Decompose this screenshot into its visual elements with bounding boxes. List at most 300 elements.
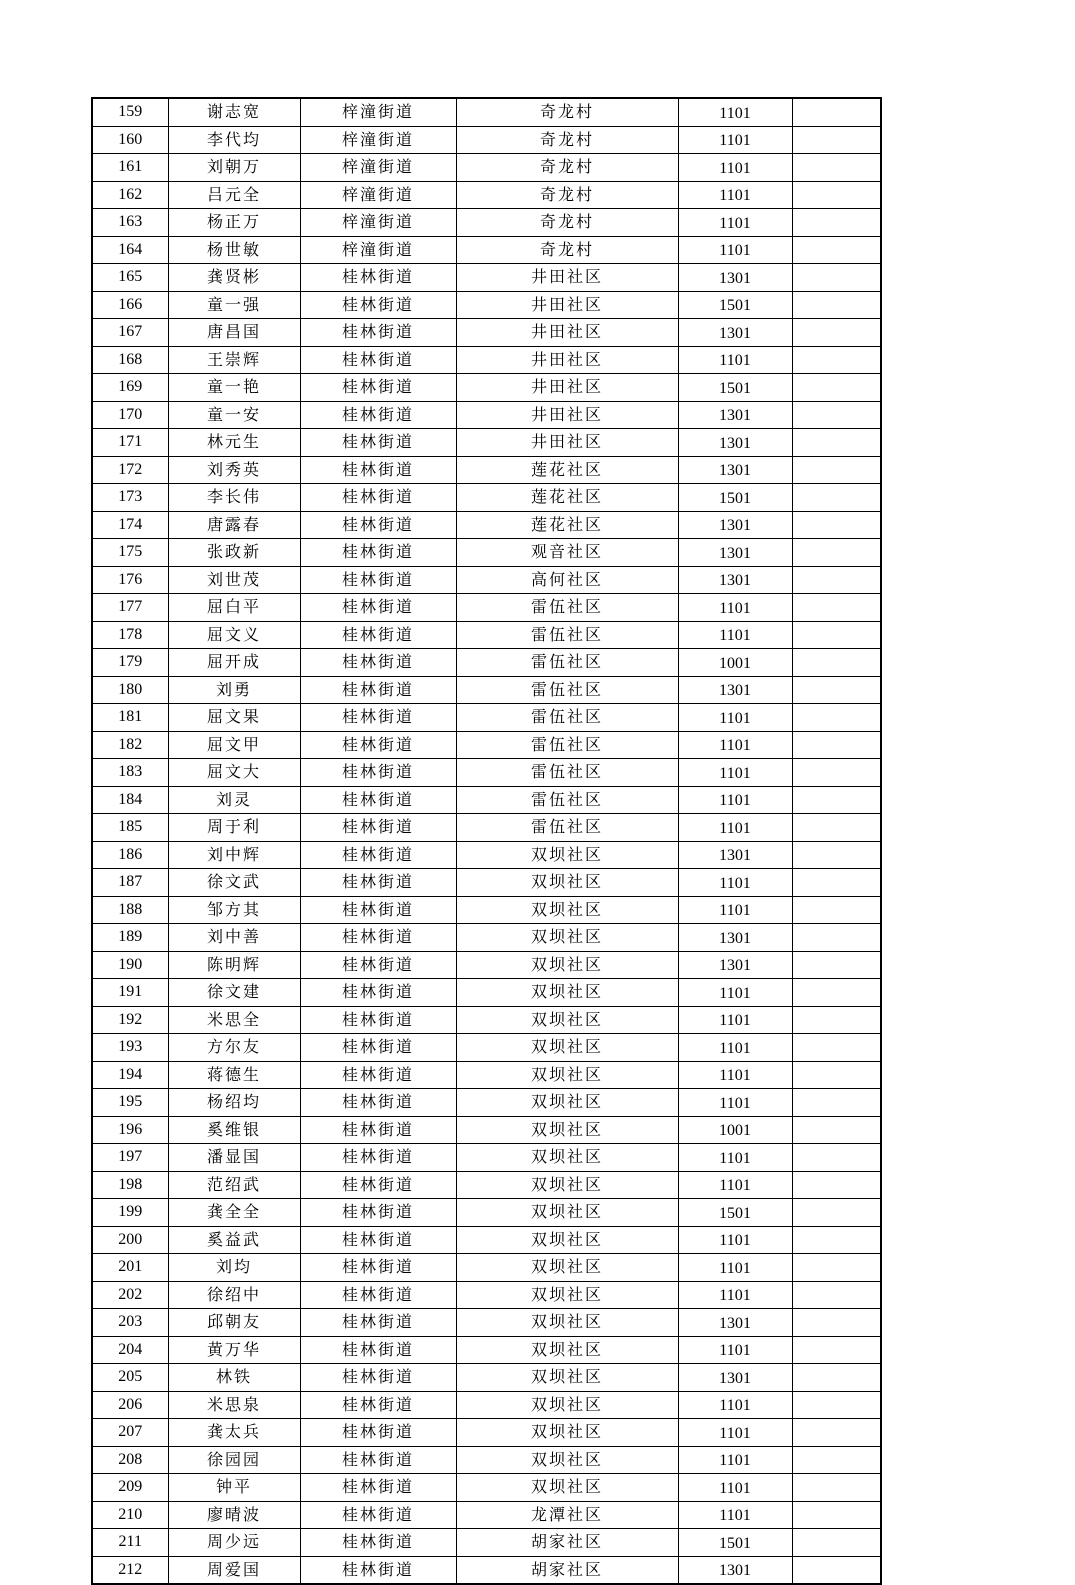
subdistrict-cell: 桂林街道 [300,676,456,704]
code-cell: 1101 [678,1474,792,1502]
serial-number-cell: 167 [92,319,168,347]
remark-cell [792,1144,881,1172]
code-cell: 1101 [678,731,792,759]
name-cell: 童一艳 [168,374,300,402]
code-cell: 1101 [678,1281,792,1309]
community-cell: 雷伍社区 [456,786,678,814]
serial-number-cell: 195 [92,1089,168,1117]
remark-cell [792,951,881,979]
serial-number-cell: 210 [92,1501,168,1529]
serial-number-cell: 160 [92,126,168,154]
serial-number-cell: 192 [92,1006,168,1034]
subdistrict-cell: 桂林街道 [300,346,456,374]
serial-number-cell: 183 [92,759,168,787]
name-cell: 唐露春 [168,511,300,539]
subdistrict-cell: 桂林街道 [300,896,456,924]
remark-cell [792,126,881,154]
community-cell: 莲花社区 [456,484,678,512]
table-row [92,841,881,869]
table-row [92,539,881,567]
serial-number-cell: 211 [92,1529,168,1557]
community-cell: 奇龙村 [456,126,678,154]
table-row [92,456,881,484]
subdistrict-cell: 桂林街道 [300,1061,456,1089]
community-cell: 双坝社区 [456,1089,678,1117]
community-cell: 双坝社区 [456,1254,678,1282]
community-cell: 双坝社区 [456,1391,678,1419]
serial-number-cell: 206 [92,1391,168,1419]
name-cell: 米思泉 [168,1391,300,1419]
table-row [92,1089,881,1117]
roster-body [92,98,881,1584]
community-cell: 井田社区 [456,374,678,402]
subdistrict-cell: 桂林街道 [300,566,456,594]
table-row [92,1501,881,1529]
name-cell: 潘显国 [168,1144,300,1172]
name-cell: 林铁 [168,1364,300,1392]
serial-number-cell: 182 [92,731,168,759]
community-cell: 双坝社区 [456,1199,678,1227]
serial-number-cell: 191 [92,979,168,1007]
subdistrict-cell: 桂林街道 [300,1116,456,1144]
remark-cell [792,1501,881,1529]
table-row [92,566,881,594]
code-cell: 1101 [678,1419,792,1447]
remark-cell [792,786,881,814]
table-row [92,511,881,539]
community-cell: 双坝社区 [456,1226,678,1254]
table-row [92,924,881,952]
subdistrict-cell: 桂林街道 [300,319,456,347]
code-cell: 1501 [678,374,792,402]
community-cell: 双坝社区 [456,1281,678,1309]
name-cell: 杨世敏 [168,236,300,264]
name-cell: 周爱国 [168,1556,300,1584]
serial-number-cell: 201 [92,1254,168,1282]
name-cell: 钟平 [168,1474,300,1502]
remark-cell [792,731,881,759]
subdistrict-cell: 桂林街道 [300,704,456,732]
subdistrict-cell: 桂林街道 [300,814,456,842]
name-cell: 龚全全 [168,1199,300,1227]
code-cell: 1101 [678,896,792,924]
code-cell: 1301 [678,1309,792,1337]
table-row [92,951,881,979]
serial-number-cell: 164 [92,236,168,264]
table-row [92,869,881,897]
serial-number-cell: 176 [92,566,168,594]
table-row [92,1446,881,1474]
code-cell: 1101 [678,1089,792,1117]
remark-cell [792,841,881,869]
subdistrict-cell: 桂林街道 [300,1474,456,1502]
name-cell: 屈文义 [168,621,300,649]
code-cell: 1301 [678,456,792,484]
subdistrict-cell: 桂林街道 [300,456,456,484]
name-cell: 奚益武 [168,1226,300,1254]
serial-number-cell: 185 [92,814,168,842]
name-cell: 龚太兵 [168,1419,300,1447]
subdistrict-cell: 桂林街道 [300,401,456,429]
serial-number-cell: 165 [92,264,168,292]
name-cell: 蒋德生 [168,1061,300,1089]
subdistrict-cell: 桂林街道 [300,1281,456,1309]
serial-number-cell: 212 [92,1556,168,1584]
code-cell: 1501 [678,1529,792,1557]
remark-cell [792,814,881,842]
subdistrict-cell: 桂林街道 [300,951,456,979]
subdistrict-cell: 桂林街道 [300,1419,456,1447]
remark-cell [792,1281,881,1309]
name-cell: 李长伟 [168,484,300,512]
community-cell: 双坝社区 [456,896,678,924]
remark-cell [792,346,881,374]
serial-number-cell: 166 [92,291,168,319]
code-cell: 1101 [678,759,792,787]
table-row [92,154,881,182]
table-row [92,786,881,814]
table-row [92,1474,881,1502]
serial-number-cell: 178 [92,621,168,649]
code-cell: 1101 [678,1336,792,1364]
serial-number-cell: 175 [92,539,168,567]
subdistrict-cell: 桂林街道 [300,1556,456,1584]
subdistrict-cell: 桂林街道 [300,1529,456,1557]
community-cell: 雷伍社区 [456,759,678,787]
community-cell: 井田社区 [456,401,678,429]
name-cell: 屈文大 [168,759,300,787]
name-cell: 杨绍均 [168,1089,300,1117]
table-row [92,621,881,649]
subdistrict-cell: 桂林街道 [300,374,456,402]
remark-cell [792,1391,881,1419]
table-row [92,1171,881,1199]
remark-cell [792,1061,881,1089]
code-cell: 1101 [678,704,792,732]
code-cell: 1101 [678,154,792,182]
community-cell: 胡家社区 [456,1529,678,1557]
subdistrict-cell: 桂林街道 [300,1006,456,1034]
table-row [92,1116,881,1144]
subdistrict-cell: 桂林街道 [300,621,456,649]
remark-cell [792,1474,881,1502]
subdistrict-cell: 桂林街道 [300,594,456,622]
serial-number-cell: 168 [92,346,168,374]
roster-table [91,97,882,1585]
serial-number-cell: 170 [92,401,168,429]
serial-number-cell: 188 [92,896,168,924]
name-cell: 屈白平 [168,594,300,622]
community-cell: 莲花社区 [456,456,678,484]
community-cell: 井田社区 [456,291,678,319]
community-cell: 雷伍社区 [456,649,678,677]
table-row [92,1419,881,1447]
remark-cell [792,98,881,126]
subdistrict-cell: 桂林街道 [300,1089,456,1117]
subdistrict-cell: 桂林街道 [300,731,456,759]
serial-number-cell: 194 [92,1061,168,1089]
name-cell: 方尔友 [168,1034,300,1062]
community-cell: 雷伍社区 [456,814,678,842]
subdistrict-cell: 桂林街道 [300,1364,456,1392]
remark-cell [792,1034,881,1062]
code-cell: 1301 [678,676,792,704]
community-cell: 雷伍社区 [456,594,678,622]
name-cell: 奚维银 [168,1116,300,1144]
remark-cell [792,869,881,897]
code-cell: 1501 [678,484,792,512]
remark-cell [792,511,881,539]
code-cell: 1101 [678,98,792,126]
subdistrict-cell: 桂林街道 [300,1226,456,1254]
code-cell: 1101 [678,594,792,622]
code-cell: 1301 [678,264,792,292]
name-cell: 徐文建 [168,979,300,1007]
community-cell: 奇龙村 [456,98,678,126]
remark-cell [792,456,881,484]
community-cell: 双坝社区 [456,1364,678,1392]
table-row [92,429,881,457]
serial-number-cell: 180 [92,676,168,704]
community-cell: 双坝社区 [456,1419,678,1447]
serial-number-cell: 177 [92,594,168,622]
community-cell: 高何社区 [456,566,678,594]
serial-number-cell: 199 [92,1199,168,1227]
name-cell: 童一安 [168,401,300,429]
table-row [92,236,881,264]
name-cell: 徐文武 [168,869,300,897]
serial-number-cell: 190 [92,951,168,979]
community-cell: 双坝社区 [456,1171,678,1199]
name-cell: 周少远 [168,1529,300,1557]
name-cell: 刘勇 [168,676,300,704]
name-cell: 范绍武 [168,1171,300,1199]
name-cell: 吕元全 [168,181,300,209]
serial-number-cell: 181 [92,704,168,732]
community-cell: 井田社区 [456,429,678,457]
subdistrict-cell: 梓潼街道 [300,236,456,264]
name-cell: 杨正万 [168,209,300,237]
remark-cell [792,924,881,952]
table-row [92,1034,881,1062]
serial-number-cell: 159 [92,98,168,126]
code-cell: 1501 [678,1199,792,1227]
name-cell: 谢志宽 [168,98,300,126]
name-cell: 黄万华 [168,1336,300,1364]
table-row [92,704,881,732]
community-cell: 双坝社区 [456,1034,678,1062]
name-cell: 屈文甲 [168,731,300,759]
code-cell: 1301 [678,511,792,539]
remark-cell [792,374,881,402]
subdistrict-cell: 桂林街道 [300,1171,456,1199]
remark-cell [792,1309,881,1337]
table-row [92,1254,881,1282]
subdistrict-cell: 桂林街道 [300,1446,456,1474]
name-cell: 周于利 [168,814,300,842]
serial-number-cell: 193 [92,1034,168,1062]
remark-cell [792,291,881,319]
code-cell: 1301 [678,319,792,347]
code-cell: 1101 [678,1391,792,1419]
community-cell: 井田社区 [456,346,678,374]
remark-cell [792,154,881,182]
subdistrict-cell: 桂林街道 [300,1336,456,1364]
serial-number-cell: 196 [92,1116,168,1144]
serial-number-cell: 198 [92,1171,168,1199]
remark-cell [792,1556,881,1584]
remark-cell [792,1089,881,1117]
serial-number-cell: 207 [92,1419,168,1447]
table-row [92,1006,881,1034]
remark-cell [792,1364,881,1392]
subdistrict-cell: 桂林街道 [300,841,456,869]
name-cell: 张政新 [168,539,300,567]
table-row [92,1281,881,1309]
name-cell: 刘中善 [168,924,300,952]
table-row [92,126,881,154]
code-cell: 1101 [678,621,792,649]
subdistrict-cell: 桂林街道 [300,869,456,897]
serial-number-cell: 184 [92,786,168,814]
remark-cell [792,759,881,787]
table-row [92,291,881,319]
table-row [92,346,881,374]
code-cell: 1101 [678,1171,792,1199]
serial-number-cell: 186 [92,841,168,869]
subdistrict-cell: 梓潼街道 [300,126,456,154]
code-cell: 1301 [678,841,792,869]
serial-number-cell: 189 [92,924,168,952]
community-cell: 观音社区 [456,539,678,567]
code-cell: 1101 [678,1006,792,1034]
name-cell: 王崇辉 [168,346,300,374]
serial-number-cell: 174 [92,511,168,539]
community-cell: 奇龙村 [456,236,678,264]
serial-number-cell: 172 [92,456,168,484]
community-cell: 雷伍社区 [456,704,678,732]
table-row [92,731,881,759]
code-cell: 1301 [678,429,792,457]
subdistrict-cell: 梓潼街道 [300,154,456,182]
subdistrict-cell: 桂林街道 [300,264,456,292]
code-cell: 1301 [678,539,792,567]
community-cell: 奇龙村 [456,154,678,182]
community-cell: 双坝社区 [456,979,678,1007]
name-cell: 廖晴波 [168,1501,300,1529]
remark-cell [792,1226,881,1254]
name-cell: 刘世茂 [168,566,300,594]
subdistrict-cell: 梓潼街道 [300,209,456,237]
subdistrict-cell: 桂林街道 [300,291,456,319]
name-cell: 徐绍中 [168,1281,300,1309]
table-row [92,1529,881,1557]
name-cell: 陈明辉 [168,951,300,979]
remark-cell [792,979,881,1007]
name-cell: 刘灵 [168,786,300,814]
name-cell: 屈文果 [168,704,300,732]
remark-cell [792,319,881,347]
community-cell: 双坝社区 [456,924,678,952]
subdistrict-cell: 桂林街道 [300,1199,456,1227]
subdistrict-cell: 桂林街道 [300,1144,456,1172]
remark-cell [792,566,881,594]
remark-cell [792,704,881,732]
code-cell: 1101 [678,236,792,264]
remark-cell [792,649,881,677]
name-cell: 徐园园 [168,1446,300,1474]
name-cell: 屈开成 [168,649,300,677]
table-row [92,319,881,347]
community-cell: 双坝社区 [456,1116,678,1144]
table-row [92,1556,881,1584]
community-cell: 雷伍社区 [456,621,678,649]
serial-number-cell: 161 [92,154,168,182]
code-cell: 1301 [678,1364,792,1392]
remark-cell [792,594,881,622]
community-cell: 双坝社区 [456,841,678,869]
serial-number-cell: 205 [92,1364,168,1392]
code-cell: 1101 [678,814,792,842]
remark-cell [792,1171,881,1199]
name-cell: 刘均 [168,1254,300,1282]
table-row [92,649,881,677]
community-cell: 双坝社区 [456,1474,678,1502]
subdistrict-cell: 桂林街道 [300,511,456,539]
table-row [92,814,881,842]
community-cell: 双坝社区 [456,951,678,979]
community-cell: 井田社区 [456,264,678,292]
code-cell: 1101 [678,979,792,1007]
subdistrict-cell: 桂林街道 [300,539,456,567]
table-row [92,1309,881,1337]
code-cell: 1101 [678,126,792,154]
serial-number-cell: 169 [92,374,168,402]
table-row [92,594,881,622]
subdistrict-cell: 桂林街道 [300,924,456,952]
remark-cell [792,209,881,237]
community-cell: 双坝社区 [456,1336,678,1364]
subdistrict-cell: 桂林街道 [300,1254,456,1282]
code-cell: 1101 [678,1501,792,1529]
remark-cell [792,539,881,567]
code-cell: 1101 [678,346,792,374]
table-row [92,1199,881,1227]
community-cell: 井田社区 [456,319,678,347]
serial-number-cell: 202 [92,1281,168,1309]
name-cell: 林元生 [168,429,300,457]
serial-number-cell: 203 [92,1309,168,1337]
remark-cell [792,676,881,704]
serial-number-cell: 197 [92,1144,168,1172]
name-cell: 米思全 [168,1006,300,1034]
name-cell: 邹方其 [168,896,300,924]
code-cell: 1101 [678,181,792,209]
table-row [92,209,881,237]
code-cell: 1501 [678,291,792,319]
serial-number-cell: 209 [92,1474,168,1502]
subdistrict-cell: 桂林街道 [300,759,456,787]
subdistrict-cell: 桂林街道 [300,1501,456,1529]
remark-cell [792,429,881,457]
serial-number-cell: 204 [92,1336,168,1364]
code-cell: 1301 [678,401,792,429]
name-cell: 李代均 [168,126,300,154]
table-row [92,98,881,126]
name-cell: 刘秀英 [168,456,300,484]
remark-cell [792,401,881,429]
remark-cell [792,1199,881,1227]
